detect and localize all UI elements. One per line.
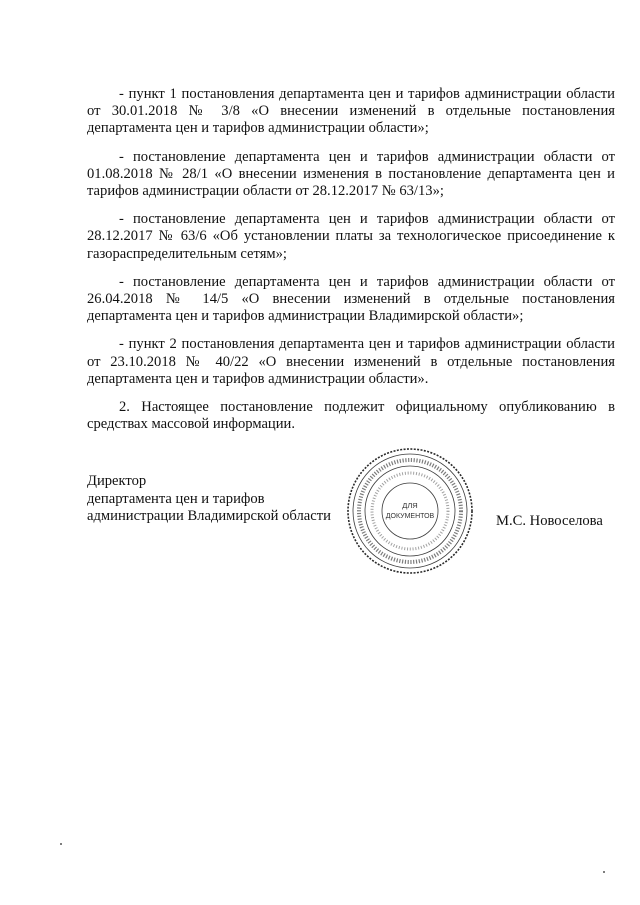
- position-line: департамента цен и тарифов: [87, 490, 265, 507]
- official-seal: [345, 446, 475, 576]
- seal-text-line: ДЛЯ: [402, 501, 418, 510]
- list-item-paragraph: - постановление департамента цен и тарифов администрации области от 01.08.2018 № 28/1 «О внесении изменения в постановление департамента цен и тарифов администрации области от 28.12.2017 № 63/13»;: [87, 148, 615, 200]
- list-item-paragraph: - постановление департамента цен и тарифов администрации области от 26.04.2018 № 14/5 «О внесении изменений в отдельные постановления департамента цен и тарифов администрации Владимирской области»;: [87, 273, 615, 325]
- scan-speck: [60, 843, 62, 845]
- document-body: [87, 86, 615, 433]
- list-item-paragraph: - пункт 2 постановления департамента цен и тарифов администрации области от 23.10.2018 № 40/22 «О внесении изменений в отдельные постановления департамента цен и тарифов администрации области».: [87, 336, 615, 387]
- list-item-paragraph: - постановление департамента цен и тарифов администрации области от 28.12.2017 № 63/6 «Об установлении платы за технологическое присоединение к газораспределительным сетям»;: [87, 211, 615, 262]
- scan-speck: [603, 871, 605, 873]
- position-line: администрации Владимирской области: [87, 508, 331, 525]
- publication-clause: 2. Настоящее постановление подлежит официальному опубликованию в средствах массовой информации.: [87, 399, 615, 433]
- list-item-paragraph: - пункт 1 постановления департамента цен и тарифов администрации области от 30.01.2018 № 3/8 «О внесении изменений в отдельные постановления департамента цен и тарифов администрации области»;: [87, 86, 615, 137]
- position-line: Директор: [87, 473, 147, 489]
- signatory-name: М.С. Новоселова: [496, 513, 603, 529]
- seal-text-line: ДОКУМЕНТОВ: [385, 513, 435, 520]
- signatory-position: [87, 473, 387, 526]
